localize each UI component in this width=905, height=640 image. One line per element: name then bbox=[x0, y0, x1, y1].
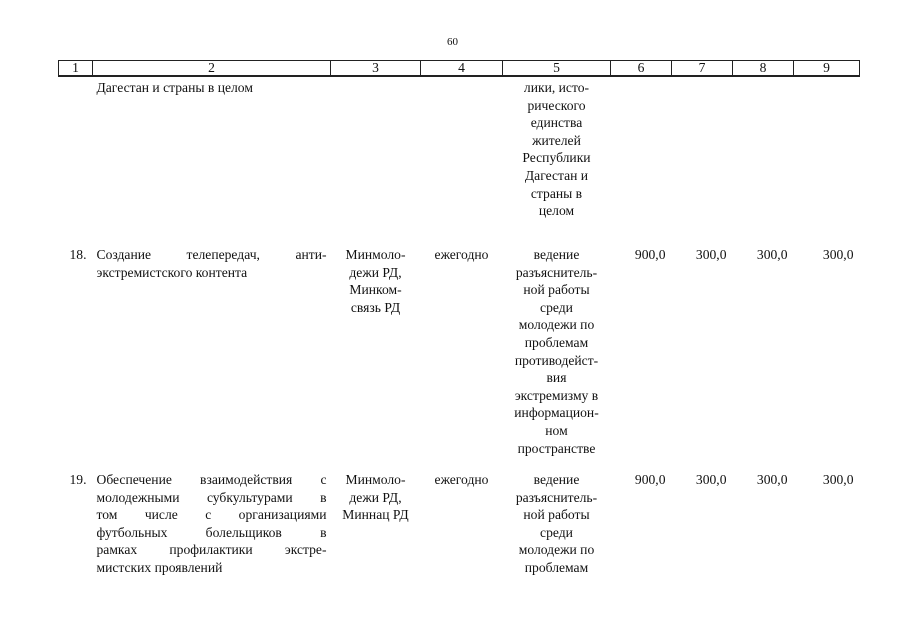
result-line: Республики bbox=[522, 150, 591, 166]
column-header: 4 bbox=[421, 61, 503, 77]
result-line: пространстве bbox=[517, 440, 596, 456]
table-row bbox=[59, 471, 860, 577]
result-line: лики, исто- bbox=[523, 80, 590, 95]
result-line: вия bbox=[546, 370, 567, 386]
column-header: 8 bbox=[733, 61, 794, 77]
column-header: 3 bbox=[331, 61, 421, 77]
result-line: экстремизму в bbox=[514, 387, 599, 403]
result-line: ной работы bbox=[523, 507, 590, 523]
column-header: 2 bbox=[93, 61, 331, 77]
description-line: мистских проявлений bbox=[96, 559, 223, 575]
column-header: 5 bbox=[503, 61, 611, 77]
column-header: 6 bbox=[611, 61, 672, 77]
result-line: разъяснитель- bbox=[515, 489, 598, 505]
description-line: футбольных болельщиков в bbox=[96, 524, 327, 540]
year1-cell: 300,0 bbox=[695, 247, 727, 262]
executor-cell bbox=[331, 471, 421, 577]
description-line: молодежными субкультурами в bbox=[96, 489, 327, 505]
result-line: разъяснитель- bbox=[515, 264, 598, 280]
total-cell: 900,0 bbox=[634, 247, 666, 262]
result-line: жителей bbox=[532, 132, 581, 148]
column-header: 7 bbox=[672, 61, 733, 77]
column-number-row bbox=[59, 61, 860, 77]
description-line: Создание телепередач, анти- bbox=[96, 247, 327, 262]
table-row bbox=[59, 246, 860, 471]
result-line: проблемам bbox=[524, 334, 589, 350]
executor-line: Минмоло- bbox=[345, 247, 406, 262]
term-cell: ежегодно bbox=[434, 472, 489, 487]
result-line: среди bbox=[540, 524, 573, 540]
result-line: молодежи по bbox=[518, 542, 595, 558]
row-number: 19. bbox=[69, 472, 87, 487]
description-line: рамках профилактики экстре- bbox=[96, 542, 327, 558]
result-line: Дагестан и bbox=[524, 167, 589, 183]
result-line: противодейст- bbox=[514, 352, 599, 368]
result-line: единства bbox=[530, 115, 583, 131]
result-line: молодежи по bbox=[518, 317, 595, 333]
column-header: 9 bbox=[794, 61, 860, 77]
column-header: 1 bbox=[59, 61, 93, 77]
total-cell: 900,0 bbox=[634, 472, 666, 487]
executor-line: дежи РД, bbox=[349, 264, 402, 280]
executor-line: Минмоло- bbox=[345, 472, 406, 487]
result-line: ведение bbox=[533, 247, 580, 262]
result-cell bbox=[503, 76, 611, 246]
result-line: ном bbox=[545, 422, 568, 438]
page-number: 60 bbox=[447, 36, 458, 48]
result-line: проблемам bbox=[524, 559, 589, 575]
executor-cell bbox=[331, 246, 421, 471]
year3-cell: 300,0 bbox=[822, 247, 854, 262]
result-line: целом bbox=[538, 203, 575, 219]
result-line: ведение bbox=[533, 472, 580, 487]
description-line: экстремистского контента bbox=[96, 264, 248, 280]
term-cell: ежегодно bbox=[434, 247, 489, 262]
year3-cell: 300,0 bbox=[822, 472, 854, 487]
description-cell bbox=[93, 246, 331, 471]
year2-cell: 300,0 bbox=[756, 472, 788, 487]
result-cell bbox=[503, 471, 611, 577]
program-table bbox=[58, 60, 860, 577]
description-cell: Дагестан и страны в целом bbox=[96, 80, 253, 95]
result-cell bbox=[503, 246, 611, 471]
description-line: том числе с организациями bbox=[96, 507, 327, 523]
result-line: среди bbox=[540, 299, 573, 315]
description-line: Обеспечение взаимодействия с bbox=[96, 472, 327, 487]
executor-line: Миннац РД bbox=[342, 507, 409, 523]
year2-cell: 300,0 bbox=[756, 247, 788, 262]
year1-cell: 300,0 bbox=[695, 472, 727, 487]
executor-line: дежи РД, bbox=[349, 489, 402, 505]
description-cell bbox=[93, 471, 331, 577]
result-line: информацион- bbox=[514, 405, 599, 421]
executor-line: связь РД bbox=[350, 299, 401, 315]
result-line: ной работы bbox=[523, 282, 590, 298]
table-row-continuation bbox=[59, 76, 860, 246]
result-line: страны в bbox=[530, 185, 583, 201]
executor-line: Минком- bbox=[349, 282, 402, 298]
row-number: 18. bbox=[69, 247, 87, 262]
result-line: рического bbox=[527, 97, 586, 113]
